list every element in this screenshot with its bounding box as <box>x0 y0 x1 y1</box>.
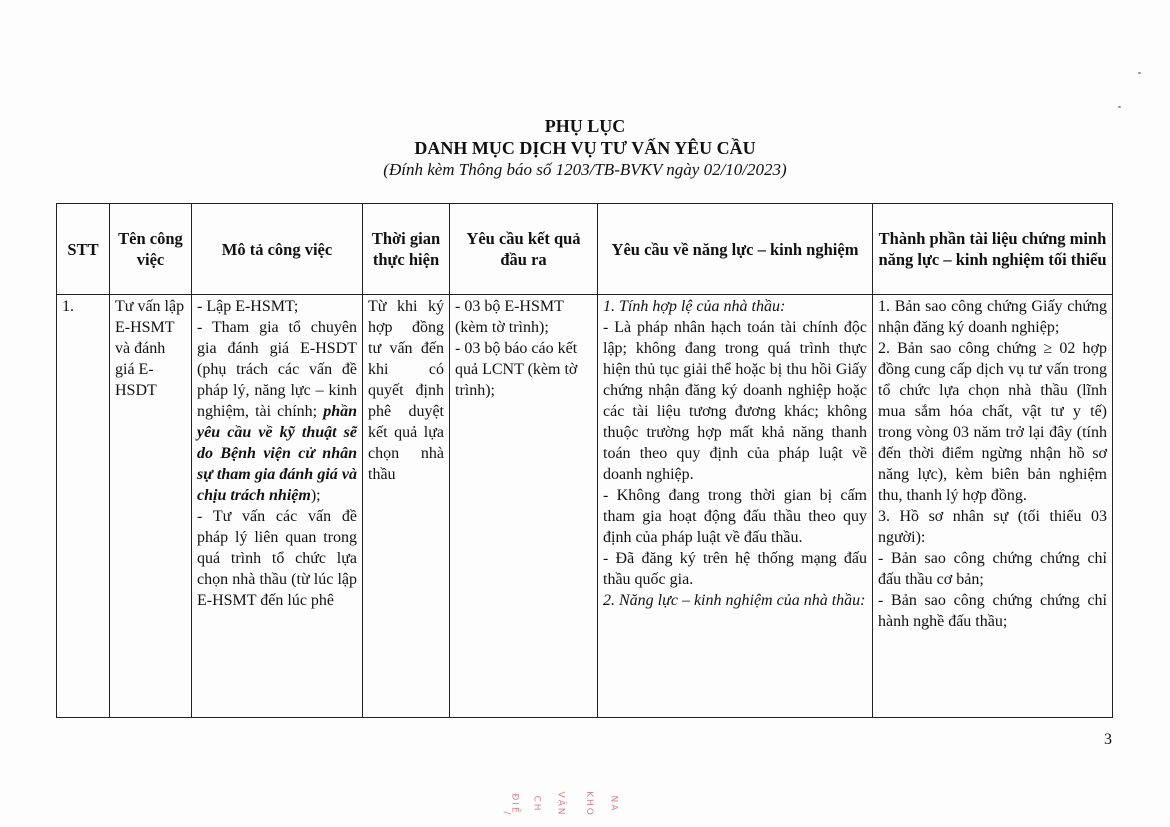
cell-requirements <box>598 295 873 718</box>
desc-line-1: - Lập E-HSMT; <box>197 298 299 315</box>
req-heading-1: 1. Tính hợp lệ của nhà thầu: <box>603 298 786 315</box>
cell-task-name: Tư vấn lập E-HSMT và đánh giá E-HSDT <box>110 295 192 718</box>
desc-close: ); <box>310 487 321 504</box>
appendix-subtitle: DANH MỤC DỊCH VỤ TƯ VẤN YÊU CẦU <box>414 138 756 158</box>
appendix-title: PHỤ LỤC <box>544 116 626 136</box>
req-item-3: - Đã đăng ký trên hệ thống mạng đấu thầu quốc gia. <box>603 550 867 588</box>
cell-documents <box>873 295 1113 718</box>
col-header-task-name: Tên công việc <box>110 204 192 295</box>
cell-output <box>450 295 598 718</box>
desc-line-2 <box>197 317 357 506</box>
doc-item-4: - Bản sao công chứng chứng chỉ đấu thầu cơ bản; <box>878 550 1107 588</box>
seal-stamp-fragment: ĐIỀ CH VẬN KHO NA/ <box>501 791 619 817</box>
col-header-duration: Thời gian thực hiện <box>363 204 450 295</box>
output-item-1: - 03 bộ E-HSMT (kèm tờ trình); <box>455 298 564 336</box>
col-header-requirements: Yêu cầu về năng lực – kinh nghiệm <box>598 204 873 295</box>
col-header-description: Mô tả công việc <box>192 204 363 295</box>
doc-item-2: 2. Bản sao công chứng ≥ 02 hợp đồng cung cấp dịch vụ tư vấn trong tổ chức lựa chọn nhà thầu (lĩnh mua sắm hóa chất, vật tư y tế) trong vòng 03 năm trở lại đây (tính đến thời điểm ngừng nhận hồ sơ năng lực), kèm biên bản nghiệm thu, thanh lý hợp đồng. <box>878 340 1107 504</box>
req-heading-2: 2. Năng lực – kinh nghiệm của nhà thầu: <box>603 592 866 609</box>
col-header-stt: STT <box>57 204 110 295</box>
page-number: 3 <box>1104 731 1112 748</box>
req-item-1: - Là pháp nhân hạch toán tài chính độc lập; không đang trong quá trình thực hiện thủ tục giải thể hoặc bị thu hồi Giấy chứng nhận đăng ký doanh nghiệp hoặc các tài liệu tương đương khác; không thuộc trường hợp mất khả năng thanh toán theo quy định của pháp luật về doanh nghiệp. <box>603 319 867 483</box>
desc-line-3: - Tư vấn các vấn đề pháp lý liên quan trong quá trình tổ chức lựa chọn nhà thầu (từ lúc lập E-HSMT đến lúc phê <box>197 508 357 609</box>
cell-stt: 1. <box>57 295 110 718</box>
doc-item-1: 1. Bản sao công chứng Giấy chứng nhận đăng ký doanh nghiệp; <box>878 298 1107 336</box>
cell-duration: Từ khi ký hợp đồng tư vấn đến khi có quyết định phê duyệt kết quả lựa chọn nhà thầu <box>363 295 450 718</box>
cell-description <box>192 295 363 718</box>
table-row <box>57 295 1113 718</box>
scan-speck <box>1138 72 1141 74</box>
col-header-documents: Thành phần tài liệu chứng minh năng lực – kinh nghiệm tối thiểu <box>873 204 1113 295</box>
attachment-note: (Đính kèm Thông báo số 1203/TB-BVKV ngày 02/10/2023) <box>383 160 787 179</box>
table-header-row <box>57 204 1113 295</box>
scan-speck <box>1118 106 1121 108</box>
desc-bold-note: phần yêu cầu về kỹ thuật sẽ do Bệnh viện cử nhân sự tham gia đánh giá và chịu trách nhiệm <box>197 403 357 504</box>
consulting-services-table <box>56 203 1113 718</box>
req-item-2: - Không đang trong thời gian bị cấm tham gia hoạt động đấu thầu theo quy định của pháp luật về đấu thầu. <box>603 487 867 546</box>
doc-item-5: - Bản sao công chứng chứng chỉ hành nghề đấu thầu; <box>878 592 1107 630</box>
col-header-output: Yêu cầu kết quả đầu ra <box>450 204 598 295</box>
output-item-2: - 03 bộ báo cáo kết quả LCNT (kèm tờ trình); <box>455 340 578 399</box>
doc-item-3: 3. Hồ sơ nhân sự (tối thiểu 03 người): <box>878 508 1107 546</box>
desc-text: - Tham gia tổ chuyên gia đánh giá E-HSDT (phụ trách các vấn đề pháp lý, năng lực – kinh nghiệm, tài chính; <box>197 319 357 420</box>
